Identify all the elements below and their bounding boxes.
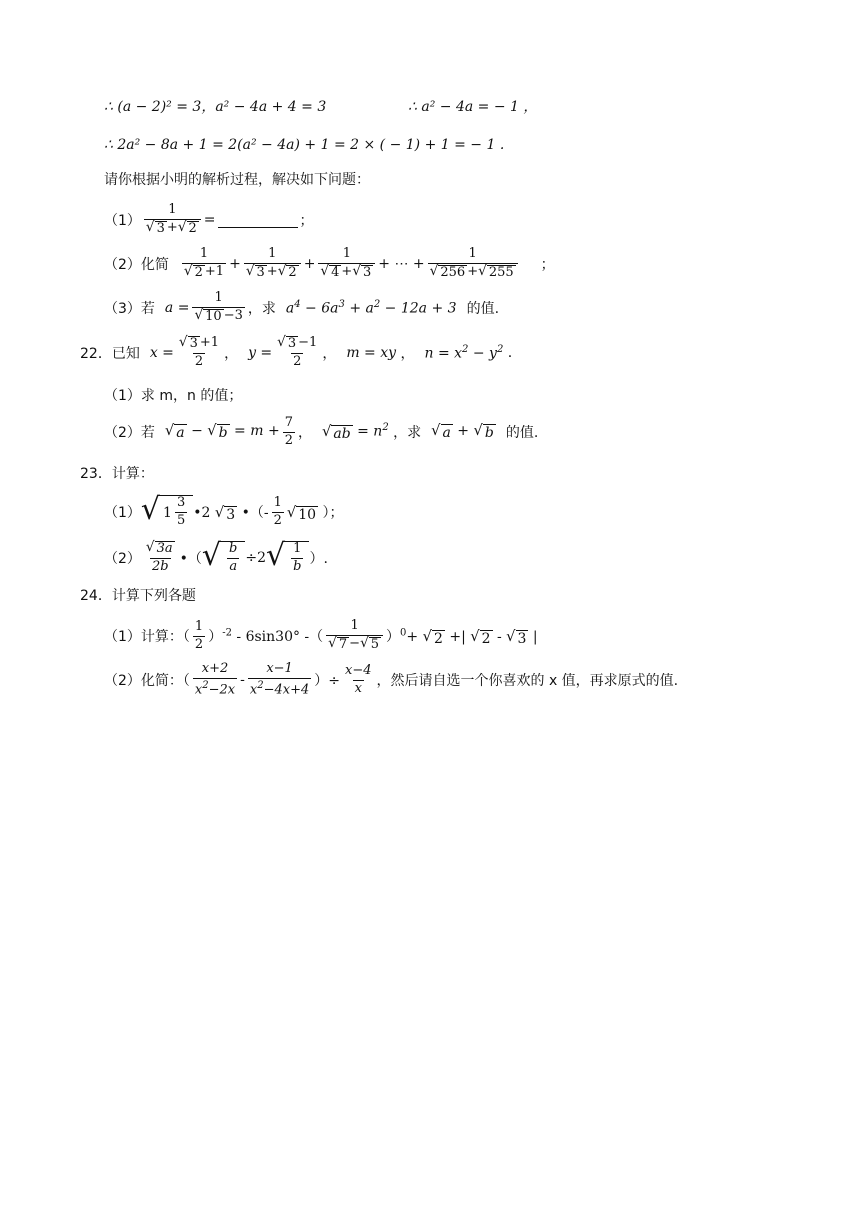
fraction: √ 3a 2b	[145, 539, 173, 574]
question-21-3: （3）若 a = 1 √ 10 −3 ，求 $a^4 - 6a^3 + a^2 - 12a + 3$ 的值.	[104, 290, 500, 324]
equation-1b: ∴ a² − 4a = − 1 ，	[408, 99, 538, 115]
fraction: 1 √ 10 −3	[194, 290, 243, 324]
question-21-1: （1） 1 √ 3 + √ 2 = ；	[104, 202, 314, 236]
problem-24-1: （1）计算：（ $\frac{1}{2}$ ）$^{-2}$ - 6sin30° -（ 1 √ 7 − √ 5 ）$^0$+ √ 2 +| √ 2 - √ 3 |	[104, 618, 538, 652]
fraction: √ 3 +1 2	[178, 334, 220, 369]
fraction: 1 √ 3 + √ 2	[144, 203, 201, 237]
fraction: 1 √ 2 +1	[183, 246, 225, 280]
fraction: $\frac{x+2}{x^2-2x}$	[194, 660, 236, 698]
fraction: $\frac{1}{2}$	[194, 618, 204, 652]
problem-23-2: （2） √ 3a 2b •（ √ $\frac{b}{a}$ ÷2 √ $\frac{1}{b}$ ）.	[104, 538, 328, 574]
solution-line-1	[104, 95, 326, 117]
problem-24-2: （2）化简：（ $\frac{x+2}{x^2-2x}$ - $\frac{x-1}{x^2-4x+4}$ ）÷ $\frac{x-4}{x}$ ，然后请自选一个你喜欢的 x 值，再求原式的值.	[104, 660, 679, 698]
problem-23: 23．计算：	[80, 466, 154, 482]
instruction-line	[104, 168, 370, 190]
equation-1a: ∴ (a − 2)² = 3，a² − 4a + 4 = 3	[104, 99, 327, 115]
equation-2: ∴ 2a² − 8a + 1 = 2(a² − 4a) + 1 = 2 × ( − 1) + 1 = − 1 .	[104, 137, 505, 153]
solution-line-1b	[408, 95, 537, 117]
problem-22-1: （1）求 m，n 的值；	[104, 388, 243, 404]
problem-23-1: （1） √ 1 $\frac{3}{5}$ •2 √ 3 •（- $\frac{1}{2}$ √ 10 ）；	[104, 492, 344, 528]
fraction: 1 √ 4 + √ 3	[318, 247, 375, 281]
fraction: 1 √ 3 + √ 2	[244, 247, 301, 281]
problem-22-2: （2）若 √ a − √ b = m + $\frac{7}{2}$ ， √ ab = $n^2$ ，求 √ a + √ b 的值.	[104, 414, 539, 448]
solution-line-2	[104, 134, 504, 156]
instruction-text: 请你根据小明的解析过程，解决如下问题：	[104, 172, 370, 188]
fraction: $\frac{7}{2}$	[284, 414, 293, 448]
answer-blank[interactable]	[218, 213, 298, 228]
fraction: $\frac{x-4}{x}$	[345, 662, 372, 696]
fraction: √ 3 −1 2	[277, 334, 318, 369]
fraction: 1 √ 7 − √ 5	[326, 619, 383, 653]
question-21-2: （2）化简 1 √ 2 +1 + 1 √ 3 + √ 2 + 1 √ 4 + √ 3 + ⋯ + 1 √ 256 + √ 255 ；	[104, 246, 555, 280]
problem-22: 22．已知 x = √ 3 +1 2 ， y = √ 3 −1 2 ， m = xy ， $n = x^2 - y^2$ .	[80, 334, 513, 369]
fraction: $\frac{x-1}{x^2-4x+4}$	[249, 660, 310, 698]
problem-24: 24．计算下列各题	[80, 588, 196, 604]
fraction: 1 √ 256 + √ 255	[428, 247, 518, 281]
fraction: $\frac{1}{2}$	[273, 494, 282, 528]
